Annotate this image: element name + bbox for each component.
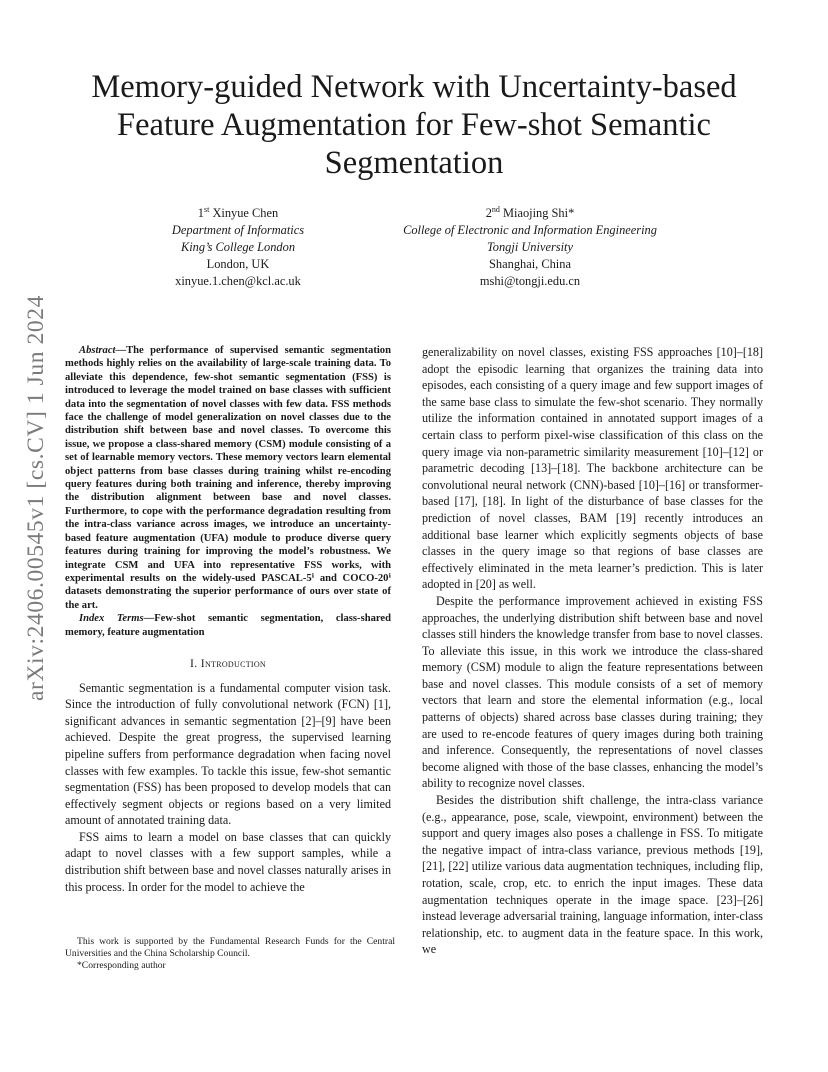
body-paragraph: Besides the distribution shift challenge, the intra-class variance (e.g., appearance, pose, scale, viewpoint, environment) between the support and query images also poses a challenge in FSS. To mitigate the negative impact of intra-class variance, previous methods [19], [21], [22] utilize various data augmentation techniques, including flip, rotation, scale, crop, etc. to enrich the input images. These data augmentation techniques operate in the image space. [23]–[26] instead leverage adversarial training, language information, inter-class relationship, etc. to augment data in the feature space. In this work, we (422, 793, 763, 957)
author-block-1 (118, 201, 358, 290)
body-paragraph: generalizability on novel classes, existing FSS approaches [10]–[18] adopt the episodic learning that organizes the training data into episodes, each consisting of a query image and few support images of the same base class to simulate the few-shot scenario. They normally utilize the information contained in annotated support images of a certain class to perform pixel-wise classification of this class on the query image via non-parametric similarity measurement [10]–[12] or parametric decoding [13]–[18]. The backbone architecture can be convolutional neural network (CNN)-based [10]–[16] or transformer-based [17], [18]. In light of the disturbance of base classes for the prediction of novel classes, BAM [19] recently introduces an additional base learner which explicitly segments objects of base classes in the query image so that regions of base classes are effectively eliminated in the meta learner’s prediction. This is later adopted in [20] as well. (422, 345, 763, 592)
body-paragraph: Semantic segmentation is a fundamental computer vision task. Since the introduction of fully convolutional network (FCN) [1], significant advances in semantic segmentation [2]–[9] have been achieved. Despite the great progress, the supervised learning pipeline suffers from performance degradation when facing novel classes with few examples. To tackle this issue, few-shot semantic segmentation (FSS) has been proposed to develop models that can effectively segment objects or regions based on a very limited amount of annotated training data. (65, 680, 391, 828)
author-department: College of Electronic and Information Engineering (403, 223, 657, 238)
author-institution: Tongji University (487, 240, 573, 255)
author-location: London, UK (206, 257, 270, 272)
section-heading: I. Introduction (189, 655, 267, 670)
title-line: Memory-guided Network with Uncertainty-based (91, 69, 737, 105)
author-location: Shanghai, China (489, 257, 571, 272)
author-institution: King’s College London (180, 240, 296, 255)
paper-title (60, 68, 768, 182)
footnotes (65, 936, 395, 973)
index-terms-label: Index Terms (79, 613, 144, 625)
author-email: mshi@tongji.edu.cn (479, 274, 581, 289)
abstract-label: Abstract (79, 345, 116, 356)
title-line: Feature Augmentation for Few-shot Semantic (117, 107, 711, 143)
author-block-2 (370, 201, 690, 290)
funding-footnote: This work is supported by the Fundamental Research Funds for the Central Universities and the China Scholarship Council. (65, 936, 395, 960)
author-name: 2nd Miaojing Shi* (485, 205, 575, 221)
corresponding-author-footnote: *Corresponding author (77, 960, 166, 972)
title-line: Segmentation (324, 145, 504, 181)
index-terms-text: —Few-shot semantic segmentation, class-shared memory, feature augmentation (65, 613, 391, 638)
index-terms (65, 612, 391, 639)
body-paragraph: FSS aims to learn a model on base classes that can quickly adapt to novel classes with a few support samples, while a distribution shift between base and novel classes naturally arises in this process. In order for the model to achieve the (65, 829, 391, 894)
author-email: xinyue.1.chen@kcl.ac.uk (175, 274, 301, 289)
abstract-text: —The performance of supervised semantic segmentation methods highly relies on the availability of large-scale training data. To alleviate this dependence, few-shot semantic segmentation (FSS) is introduced to leverage the model trained on base classes with sufficient data into the segmentation of novel classes with few data. FSS methods face the challenge of model generalization on novel classes due to the distribution shift between base and novel classes. To overcome this issue, we propose a class-shared memory (CSM) module consisting of a set of learnable memory vectors. These memory vectors learn elemental object patterns from base classes during training whilst re-encoding query features during both training and inference, thereby improving the distribution alignment between base and novel classes. Furthermore, to cope with the performance degradation resulting from the intra-class variance across images, we introduce an uncertainty-based feature augmentation (UFA) module to produce diverse query features during training for improving the model’s robustness. We integrate CSM and UFA into representative FSS works, with experimental results on the widely-used PASCAL-5ⁱ and COCO-20ⁱ datasets demonstrating the superior performance of ours over state of the art. (65, 345, 391, 611)
right-column (422, 344, 763, 958)
left-column (65, 344, 391, 895)
arxiv-side-stamp: arXiv:2406.00545v1 [cs.CV] 1 Jun 2024 (23, 295, 49, 702)
abstract (65, 344, 391, 612)
author-name: 1st Xinyue Chen (197, 205, 279, 221)
body-paragraph: Despite the performance improvement achieved in existing FSS approaches, the underlying distribution shift between base and novel classes still hinders the knowledge transfer from base to novel classes. To alleviate this issue, in this work we introduce the class-shared memory (CSM) module to align the feature representations between base and novel classes. This module consists of a set of memory vectors that learn and store the elemental information (e.g., local patterns of objects) shared across base classes during training; they are used to re-encode features of query images during both training and inference. Consequently, the representations of novel classes become aligned with those of the base classes, enhancing the model’s ability to recognize novel classes. (422, 593, 763, 791)
author-department: Department of Informatics (171, 223, 305, 238)
